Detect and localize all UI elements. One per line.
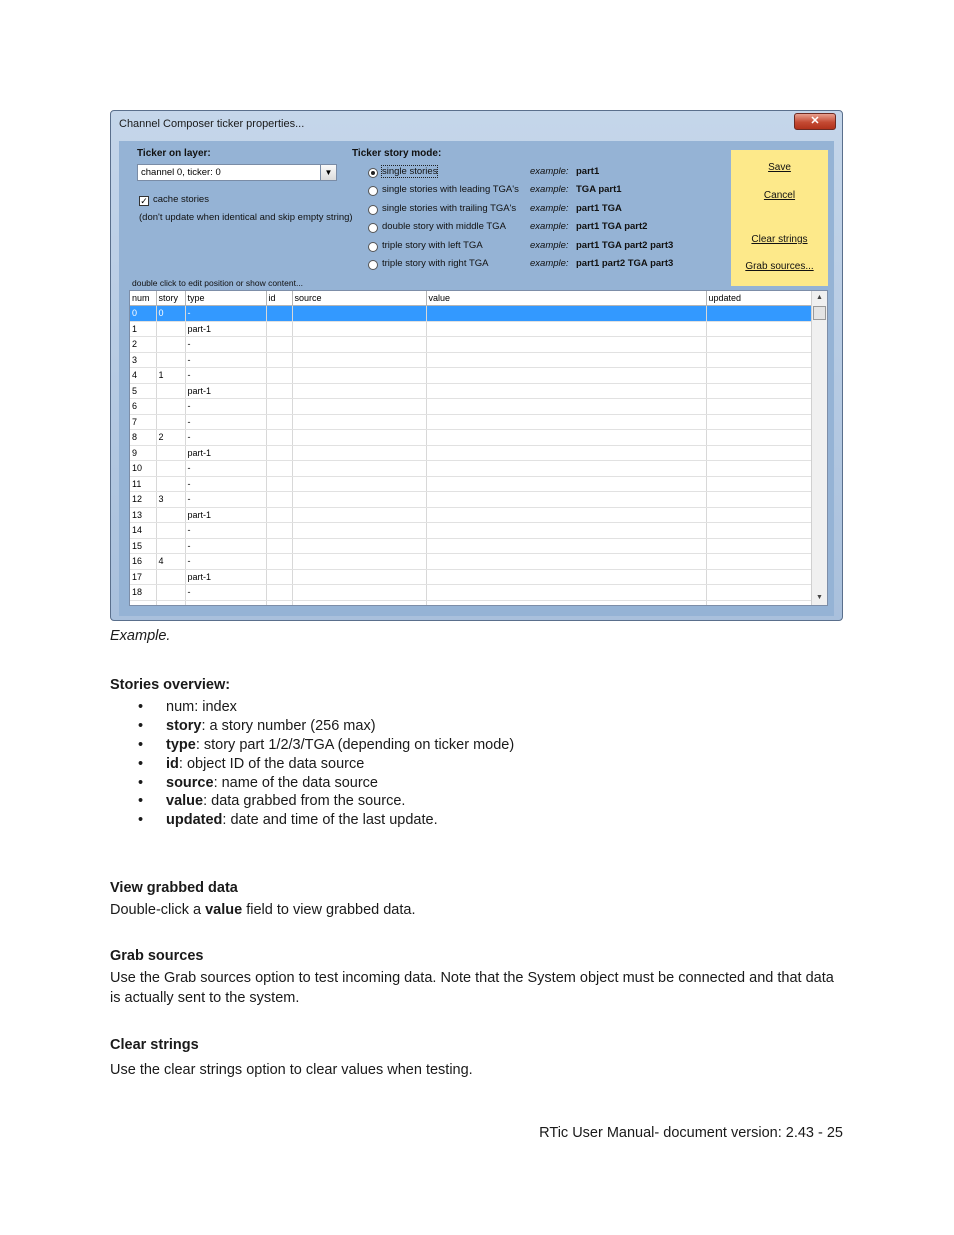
grab-sources-heading: Grab sources (110, 948, 204, 964)
cell-type[interactable]: - (185, 461, 266, 477)
list-item-text: : object ID of the data source (178, 755, 365, 772)
cell-source[interactable] (292, 523, 426, 539)
stories-overview-heading: Stories overview: (110, 677, 231, 693)
cell-updated[interactable] (706, 414, 812, 430)
table-row[interactable] (130, 337, 812, 353)
example-value: TGA part1 (576, 184, 622, 196)
close-button[interactable] (794, 113, 836, 130)
story-mode-option[interactable] (368, 221, 738, 237)
cell-source[interactable] (292, 414, 426, 430)
cell-num[interactable]: 10 (130, 461, 156, 477)
list-item-text: : data grabbed from the source. (203, 793, 406, 810)
view-text-pre: Double-click a (110, 902, 206, 918)
radio-button[interactable] (368, 186, 378, 196)
cell-updated[interactable] (706, 476, 812, 492)
cell-num[interactable]: 12 (130, 492, 156, 508)
cell-value[interactable] (426, 383, 706, 399)
table-row[interactable] (130, 461, 812, 477)
column-header-story[interactable]: story (156, 291, 185, 306)
cell-updated[interactable] (706, 337, 812, 353)
scroll-down-icon[interactable]: ▼ (816, 594, 823, 601)
cell-value[interactable] (426, 461, 706, 477)
cell-num[interactable]: 0 (130, 306, 156, 322)
example-word: example: (530, 258, 569, 269)
table-row[interactable] (130, 507, 812, 523)
cell-value[interactable] (426, 492, 706, 508)
radio-button[interactable] (368, 242, 378, 252)
list-item-text: : a story number (256 max) (201, 717, 376, 734)
cell-num[interactable]: 2 (130, 337, 156, 353)
example-word: example: (530, 166, 569, 177)
story-mode-label: single stories (382, 166, 438, 177)
cell-type[interactable]: - (185, 337, 266, 353)
cell-id[interactable] (266, 399, 292, 415)
column-header-updated[interactable]: updated (706, 291, 812, 306)
cell-id[interactable] (266, 321, 292, 337)
radio-button[interactable] (368, 223, 378, 233)
cell-value[interactable] (426, 445, 706, 461)
cell-value[interactable] (426, 399, 706, 415)
cell-source[interactable] (292, 321, 426, 337)
table-row[interactable] (130, 399, 812, 415)
example-value: part1 (576, 166, 600, 177)
cell-updated[interactable] (706, 507, 812, 523)
cell-type[interactable]: - (185, 414, 266, 430)
cell-id[interactable] (266, 585, 292, 601)
example-word: example: (530, 221, 569, 233)
button-panel (731, 150, 828, 286)
table-row[interactable] (130, 523, 812, 539)
cell-empty (266, 600, 292, 606)
cell-updated[interactable] (706, 399, 812, 415)
story-mode-option[interactable] (368, 258, 738, 274)
cell-id[interactable] (266, 445, 292, 461)
cell-type[interactable]: - (185, 399, 266, 415)
cell-story[interactable] (156, 585, 185, 601)
cell-source[interactable] (292, 461, 426, 477)
cell-source[interactable] (292, 569, 426, 585)
list-item-text: num: index (166, 699, 237, 715)
grab-sources-button[interactable]: Grab sources... (745, 261, 814, 272)
cache-stories-checkbox[interactable] (139, 196, 149, 206)
cell-source[interactable] (292, 538, 426, 554)
ticker-layer-value: channel 0, ticker: 0 (141, 167, 221, 178)
cell-id[interactable] (266, 414, 292, 430)
cell-value[interactable] (426, 523, 706, 539)
cell-value[interactable] (426, 352, 706, 368)
ticker-properties-dialog (110, 110, 843, 621)
cell-num[interactable]: 11 (130, 476, 156, 492)
cell-empty (156, 600, 185, 606)
cell-source[interactable] (292, 554, 426, 570)
column-header-value[interactable]: value (426, 291, 706, 306)
cell-story[interactable] (156, 321, 185, 337)
radio-button[interactable] (368, 168, 378, 178)
title-bar (111, 111, 842, 139)
example-value: part1 TGA part2 (576, 221, 648, 233)
cell-story[interactable] (156, 383, 185, 399)
cell-updated[interactable] (706, 352, 812, 368)
cell-type[interactable]: - (185, 368, 266, 384)
cell-updated[interactable] (706, 538, 812, 554)
figure-caption: Example. (110, 628, 171, 644)
cell-story[interactable] (156, 414, 185, 430)
close-icon: ✕ (810, 115, 820, 127)
view-grabbed-text (110, 900, 840, 920)
cell-updated[interactable] (706, 585, 812, 601)
cell-value[interactable] (426, 554, 706, 570)
cell-value[interactable] (426, 507, 706, 523)
cell-type[interactable]: - (185, 492, 266, 508)
table-row[interactable] (130, 476, 812, 492)
cell-value[interactable] (426, 306, 706, 322)
list-item-term: story (166, 717, 202, 734)
cell-value[interactable] (426, 430, 706, 446)
list-item-text: : story part 1/2/3/TGA (depending on ticker mode) (195, 736, 515, 753)
cell-value[interactable] (426, 569, 706, 585)
story-mode-option[interactable] (368, 184, 738, 200)
cell-num[interactable]: 6 (130, 399, 156, 415)
cell-value[interactable] (426, 538, 706, 554)
example-word: example: (530, 202, 569, 214)
table-row[interactable] (130, 538, 812, 554)
example-value: part1 TGA part2 part3 (576, 239, 674, 251)
scrollbar-thumb[interactable] (813, 306, 826, 320)
clear-strings-heading: Clear strings (110, 1037, 199, 1053)
list-item (138, 698, 514, 717)
cell-story[interactable]: 4 (156, 554, 185, 570)
cell-value[interactable] (426, 368, 706, 384)
cell-type[interactable]: - (185, 554, 266, 570)
cell-num[interactable]: 13 (130, 507, 156, 523)
table-row[interactable] (130, 352, 812, 368)
cell-num[interactable]: 4 (130, 368, 156, 384)
ticker-layer-label: Ticker on layer: (137, 148, 211, 159)
cell-updated[interactable] (706, 445, 812, 461)
cell-source[interactable] (292, 368, 426, 384)
cell-source[interactable] (292, 507, 426, 523)
scroll-up-icon[interactable]: ▲ (816, 294, 823, 301)
table-row[interactable] (130, 383, 812, 399)
cell-num[interactable]: 16 (130, 554, 156, 570)
cell-updated[interactable] (706, 554, 812, 570)
cell-num[interactable]: 18 (130, 585, 156, 601)
checkmark-icon: ✓ (140, 196, 148, 206)
cell-type[interactable]: part-1 (185, 507, 266, 523)
story-mode-label: triple story with left TGA (382, 239, 483, 251)
cell-id[interactable] (266, 430, 292, 446)
cell-story[interactable]: 0 (156, 306, 185, 322)
table-body (130, 306, 812, 607)
cell-id[interactable] (266, 507, 292, 523)
list-item (138, 811, 514, 830)
cache-stories-label: cache stories (153, 194, 209, 205)
cell-empty (185, 600, 266, 606)
cell-id[interactable] (266, 569, 292, 585)
cell-num[interactable]: 1 (130, 321, 156, 337)
story-mode-option[interactable] (368, 240, 738, 256)
list-item (138, 755, 514, 774)
story-mode-label: single stories with trailing TGA's (382, 202, 517, 214)
cell-num[interactable]: 9 (130, 445, 156, 461)
cell-story[interactable] (156, 461, 185, 477)
cell-type[interactable]: - (185, 430, 266, 446)
cell-id[interactable] (266, 368, 292, 384)
vertical-scrollbar[interactable] (811, 291, 827, 605)
cell-id[interactable] (266, 492, 292, 508)
cell-source[interactable] (292, 492, 426, 508)
view-grabbed-heading: View grabbed data (110, 880, 238, 896)
cell-id[interactable] (266, 523, 292, 539)
cell-story[interactable] (156, 337, 185, 353)
cell-type[interactable]: part-1 (185, 445, 266, 461)
ticker-layer-select[interactable] (137, 164, 337, 181)
column-header-id[interactable]: id (266, 291, 292, 306)
list-item-term: updated (166, 812, 223, 829)
cancel-button[interactable]: Cancel (763, 190, 796, 201)
cell-story[interactable] (156, 399, 185, 415)
example-value: part1 part2 TGA part3 (576, 258, 674, 269)
table-row[interactable] (130, 569, 812, 585)
table-row[interactable] (130, 492, 812, 508)
cell-type[interactable]: part-1 (185, 321, 266, 337)
cell-source[interactable] (292, 445, 426, 461)
dialog-body (119, 141, 834, 616)
table-row[interactable] (130, 585, 812, 601)
cell-story[interactable] (156, 523, 185, 539)
cell-updated[interactable] (706, 306, 812, 322)
cell-story[interactable]: 1 (156, 368, 185, 384)
stories-table (130, 291, 813, 606)
cell-updated[interactable] (706, 523, 812, 539)
cell-type[interactable]: - (185, 585, 266, 601)
cell-story[interactable] (156, 445, 185, 461)
grab-sources-text: Use the Grab sources option to test incoming data. Note that the System object must be connected and that data is actually sent to the system. (110, 970, 834, 1006)
table-row[interactable] (130, 430, 812, 446)
cell-source[interactable] (292, 430, 426, 446)
cell-id[interactable] (266, 306, 292, 322)
cell-type[interactable]: - (185, 538, 266, 554)
cell-id[interactable] (266, 461, 292, 477)
cell-source[interactable] (292, 383, 426, 399)
cell-id[interactable] (266, 383, 292, 399)
cell-empty (292, 600, 426, 606)
table-row[interactable] (130, 368, 812, 384)
list-item (138, 792, 514, 811)
cell-type[interactable]: part-1 (185, 569, 266, 585)
column-header-type[interactable]: type (185, 291, 266, 306)
list-item-term: value (166, 793, 204, 810)
cell-source[interactable] (292, 585, 426, 601)
list-item-term: source (166, 774, 214, 791)
radio-button[interactable] (368, 205, 378, 215)
page-footer: RTic User Manual- document version: 2.43 - 25 (539, 1125, 843, 1141)
cell-type[interactable]: - (185, 523, 266, 539)
story-mode-label: single stories with leading TGA's (382, 184, 519, 196)
cell-type[interactable]: - (185, 352, 266, 368)
cell-num[interactable]: 7 (130, 414, 156, 430)
story-mode-label: triple story with right TGA (382, 258, 489, 269)
example-value: part1 TGA (576, 202, 622, 214)
list-item-text: : date and time of the last update. (222, 812, 438, 829)
cell-num[interactable]: 3 (130, 352, 156, 368)
cell-story[interactable] (156, 352, 185, 368)
cell-story[interactable] (156, 507, 185, 523)
cell-story[interactable] (156, 538, 185, 554)
cell-story[interactable] (156, 476, 185, 492)
cell-type[interactable]: - (185, 306, 266, 322)
cell-updated[interactable] (706, 569, 812, 585)
cell-value[interactable] (426, 476, 706, 492)
radio-button[interactable] (368, 260, 378, 270)
cell-type[interactable]: part-1 (185, 383, 266, 399)
cell-num[interactable]: 14 (130, 523, 156, 539)
view-text-post: field to view grabbed data. (242, 902, 416, 918)
cell-id[interactable] (266, 554, 292, 570)
story-mode-option[interactable] (368, 166, 738, 182)
cell-source[interactable] (292, 476, 426, 492)
cell-num[interactable]: 17 (130, 569, 156, 585)
cell-updated[interactable] (706, 368, 812, 384)
cell-updated[interactable] (706, 492, 812, 508)
cell-empty (130, 600, 156, 606)
cell-source[interactable] (292, 337, 426, 353)
column-header-source[interactable]: source (292, 291, 426, 306)
cell-source[interactable] (292, 306, 426, 322)
table-row[interactable] (130, 414, 812, 430)
cell-value[interactable] (426, 414, 706, 430)
cell-source[interactable] (292, 399, 426, 415)
list-item-term: type (166, 736, 196, 753)
list-item (138, 774, 514, 793)
list-item-term: id (166, 755, 179, 772)
list-item-text: : name of the data source (213, 774, 378, 791)
column-header-num[interactable]: num (130, 291, 156, 306)
stories-grid[interactable] (129, 290, 828, 606)
table-row[interactable] (130, 554, 812, 570)
cell-num[interactable]: 5 (130, 383, 156, 399)
save-button[interactable]: Save (768, 162, 791, 173)
cell-num[interactable]: 8 (130, 430, 156, 446)
cell-id[interactable] (266, 538, 292, 554)
table-header-row (130, 291, 812, 306)
cell-value[interactable] (426, 585, 706, 601)
chevron-down-icon[interactable]: ▼ (320, 165, 336, 180)
table-row[interactable] (130, 445, 812, 461)
list-item (138, 717, 514, 736)
cell-id[interactable] (266, 352, 292, 368)
clear-strings-button[interactable]: Clear strings (751, 234, 808, 245)
clear-strings-text: Use the clear strings option to clear values when testing. (110, 1062, 473, 1078)
cell-updated[interactable] (706, 321, 812, 337)
story-mode-label: Ticker story mode: (352, 148, 442, 159)
example-word: example: (530, 184, 569, 196)
cell-empty (706, 600, 812, 606)
cell-type[interactable]: - (185, 476, 266, 492)
example-word: example: (530, 239, 569, 251)
cell-num[interactable]: 15 (130, 538, 156, 554)
table-row-partial (130, 600, 812, 606)
cell-source[interactable] (292, 352, 426, 368)
cell-value[interactable] (426, 321, 706, 337)
cell-empty (426, 600, 706, 606)
table-row[interactable] (130, 321, 812, 337)
table-row[interactable] (130, 306, 812, 322)
cell-id[interactable] (266, 337, 292, 353)
cell-updated[interactable] (706, 430, 812, 446)
cell-story[interactable]: 3 (156, 492, 185, 508)
dialog-title: Channel Composer ticker properties... (119, 118, 305, 130)
cell-id[interactable] (266, 476, 292, 492)
story-mode-option[interactable] (368, 203, 738, 219)
stories-overview-list (138, 698, 514, 830)
story-mode-label: double story with middle TGA (382, 221, 506, 233)
cache-stories-note: (don't update when identical and skip empty string) (139, 212, 353, 223)
cell-updated[interactable] (706, 383, 812, 399)
grid-hint: double click to edit position or show content... (132, 278, 304, 288)
cell-story[interactable]: 2 (156, 430, 185, 446)
cell-story[interactable] (156, 569, 185, 585)
view-text-bold: value (205, 902, 243, 918)
cell-value[interactable] (426, 337, 706, 353)
list-item (138, 736, 514, 755)
cell-updated[interactable] (706, 461, 812, 477)
